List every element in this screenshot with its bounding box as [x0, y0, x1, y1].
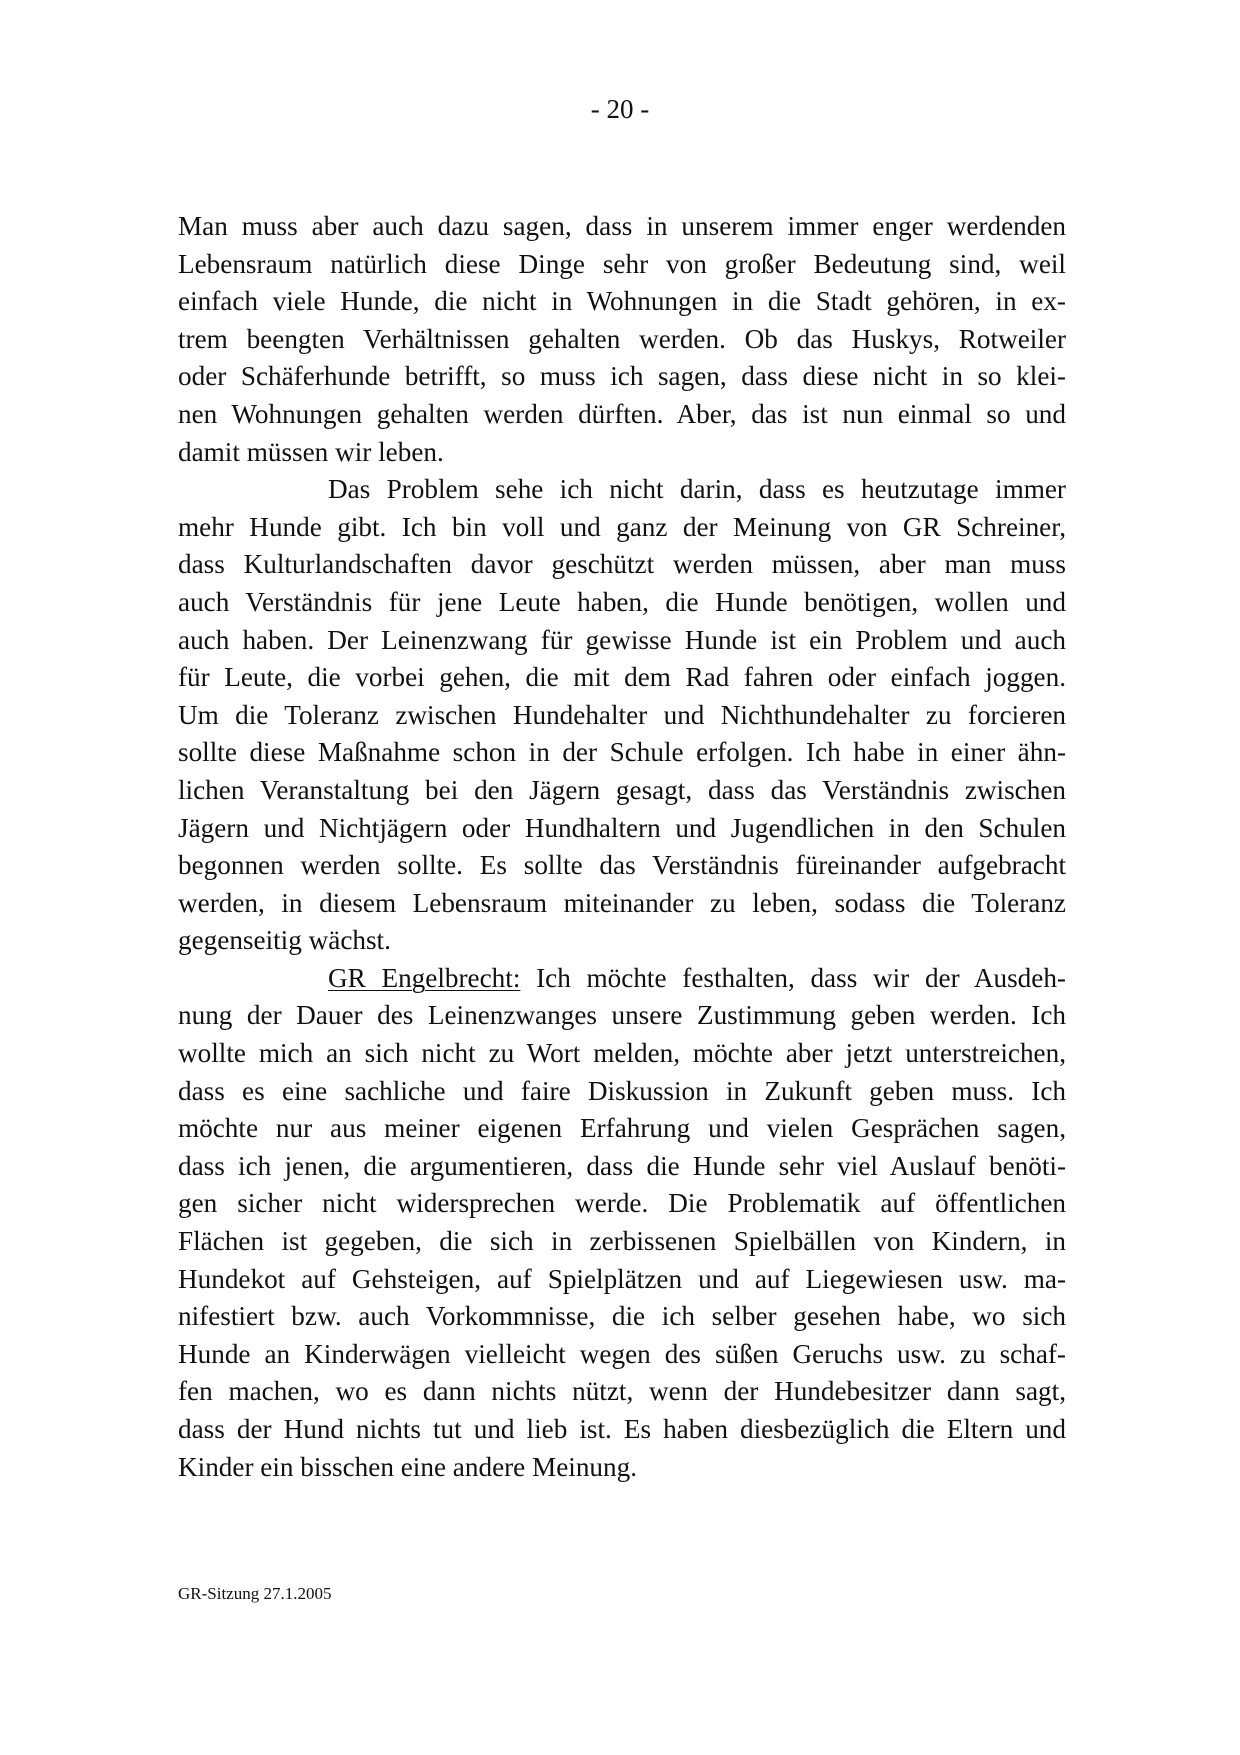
- text-line: Hunde an Kinderwägen vielleicht wegen des süßen Geruchs usw. zu schaf-: [178, 1338, 1066, 1369]
- text-line: nen Wohnungen gehalten werden dürften. Aber, das ist nun einmal so und: [178, 398, 1066, 429]
- text-line: auch haben. Der Leinenzwang für gewisse Hunde ist ein Problem und auch: [178, 624, 1066, 655]
- text-line: einfach viele Hunde, die nicht in Wohnungen in die Stadt gehören, in ex-: [178, 286, 1066, 317]
- text-line: begonnen werden sollte. Es sollte das Verständnis füreinander aufgebracht: [178, 850, 1066, 881]
- text-line: gen sicher nicht widersprechen werde. Die Problematik auf öffentlichen: [178, 1188, 1066, 1219]
- text-line: nung der Dauer des Leinenzwanges unsere Zustimmung geben werden. Ich: [178, 1000, 1066, 1031]
- text-line: Kinder ein bisschen eine andere Meinung.: [178, 1451, 638, 1482]
- text-line: [178, 960, 1066, 998]
- text-line: lichen Veranstaltung bei den Jägern gesagt, dass das Verständnis zwischen: [178, 774, 1066, 805]
- text-line: dass ich jenen, die argumentieren, dass die Hunde sehr viel Auslauf benöti-: [178, 1150, 1066, 1181]
- paragraph-1: [178, 208, 1066, 471]
- text-line: gegenseitig wächst.: [178, 925, 391, 956]
- text-line: dass es eine sachliche und faire Diskussion in Zukunft geben muss. Ich: [178, 1075, 1066, 1106]
- speaker-name: GR Engelbrecht:: [328, 962, 521, 993]
- text-line: Hundekot auf Gehsteigen, auf Spielplätzen und auf Liegewiesen usw. ma-: [178, 1263, 1066, 1294]
- text-line: Man muss aber auch dazu sagen, dass in unserem immer enger werdenden: [178, 211, 1066, 241]
- document-body: [178, 208, 1066, 1486]
- text-line: Jägern und Nichtjägern oder Hundhaltern und Jugendlichen in den Schulen: [178, 812, 1066, 843]
- text-line: nifestiert bzw. auch Vorkommnisse, die ich selber gesehen habe, wo sich: [178, 1301, 1066, 1332]
- text-line: dass Kulturlandschaften davor geschützt werden müssen, aber man muss: [178, 549, 1066, 580]
- text-line: Um die Toleranz zwischen Hundehalter und Nichthundehalter zu forcieren: [178, 699, 1066, 730]
- page-number: - 20 -: [590, 94, 650, 124]
- text-line: Flächen ist gegeben, die sich in zerbissenen Spielbällen von Kindern, in: [178, 1226, 1066, 1257]
- text-line: damit müssen wir leben.: [178, 436, 444, 467]
- text-line: für Leute, die vorbei gehen, die mit dem Rad fahren oder einfach joggen.: [178, 662, 1066, 693]
- text-line: auch Verständnis für jene Leute haben, die Hunde benötigen, wollen und: [178, 586, 1066, 617]
- text-line: möchte nur aus meiner eigenen Erfahrung und vielen Gesprächen sagen,: [178, 1113, 1066, 1144]
- paragraph-2: [178, 471, 1066, 960]
- text-line: sollte diese Maßnahme schon in der Schule erfolgen. Ich habe in einer ähn-: [178, 737, 1066, 768]
- text-line: werden, in diesem Lebensraum miteinander zu leben, sodass die Toleranz: [178, 887, 1066, 918]
- text-line: wollte mich an sich nicht zu Wort melden, möchte aber jetzt unterstreichen,: [178, 1038, 1066, 1069]
- text-fragment: Ich möchte festhalten, dass wir der Ausdeh-: [520, 962, 1066, 993]
- text-line: fen machen, wo es dann nichts nützt, wenn der Hundebesitzer dann sagt,: [178, 1376, 1066, 1407]
- text-line: oder Schäferhunde betrifft, so muss ich sagen, dass diese nicht in so klei-: [178, 361, 1066, 392]
- text-line: Lebensraum natürlich diese Dinge sehr von großer Bedeutung sind, weil: [178, 248, 1066, 279]
- text-line: dass der Hund nichts tut und lieb ist. Es haben diesbezüglich die Eltern und: [178, 1414, 1066, 1444]
- text-line: mehr Hunde gibt. Ich bin voll und ganz der Meinung von GR Schreiner,: [178, 511, 1066, 542]
- paragraph-3: [178, 960, 1066, 1486]
- text-line: trem beengten Verhältnissen gehalten werden. Ob das Huskys, Rotweiler: [178, 323, 1066, 354]
- footer-session-date: GR-Sitzung 27.1.2005: [178, 1584, 332, 1603]
- text-line: Das Problem sehe ich nicht darin, dass es heutzutage immer: [328, 474, 1066, 505]
